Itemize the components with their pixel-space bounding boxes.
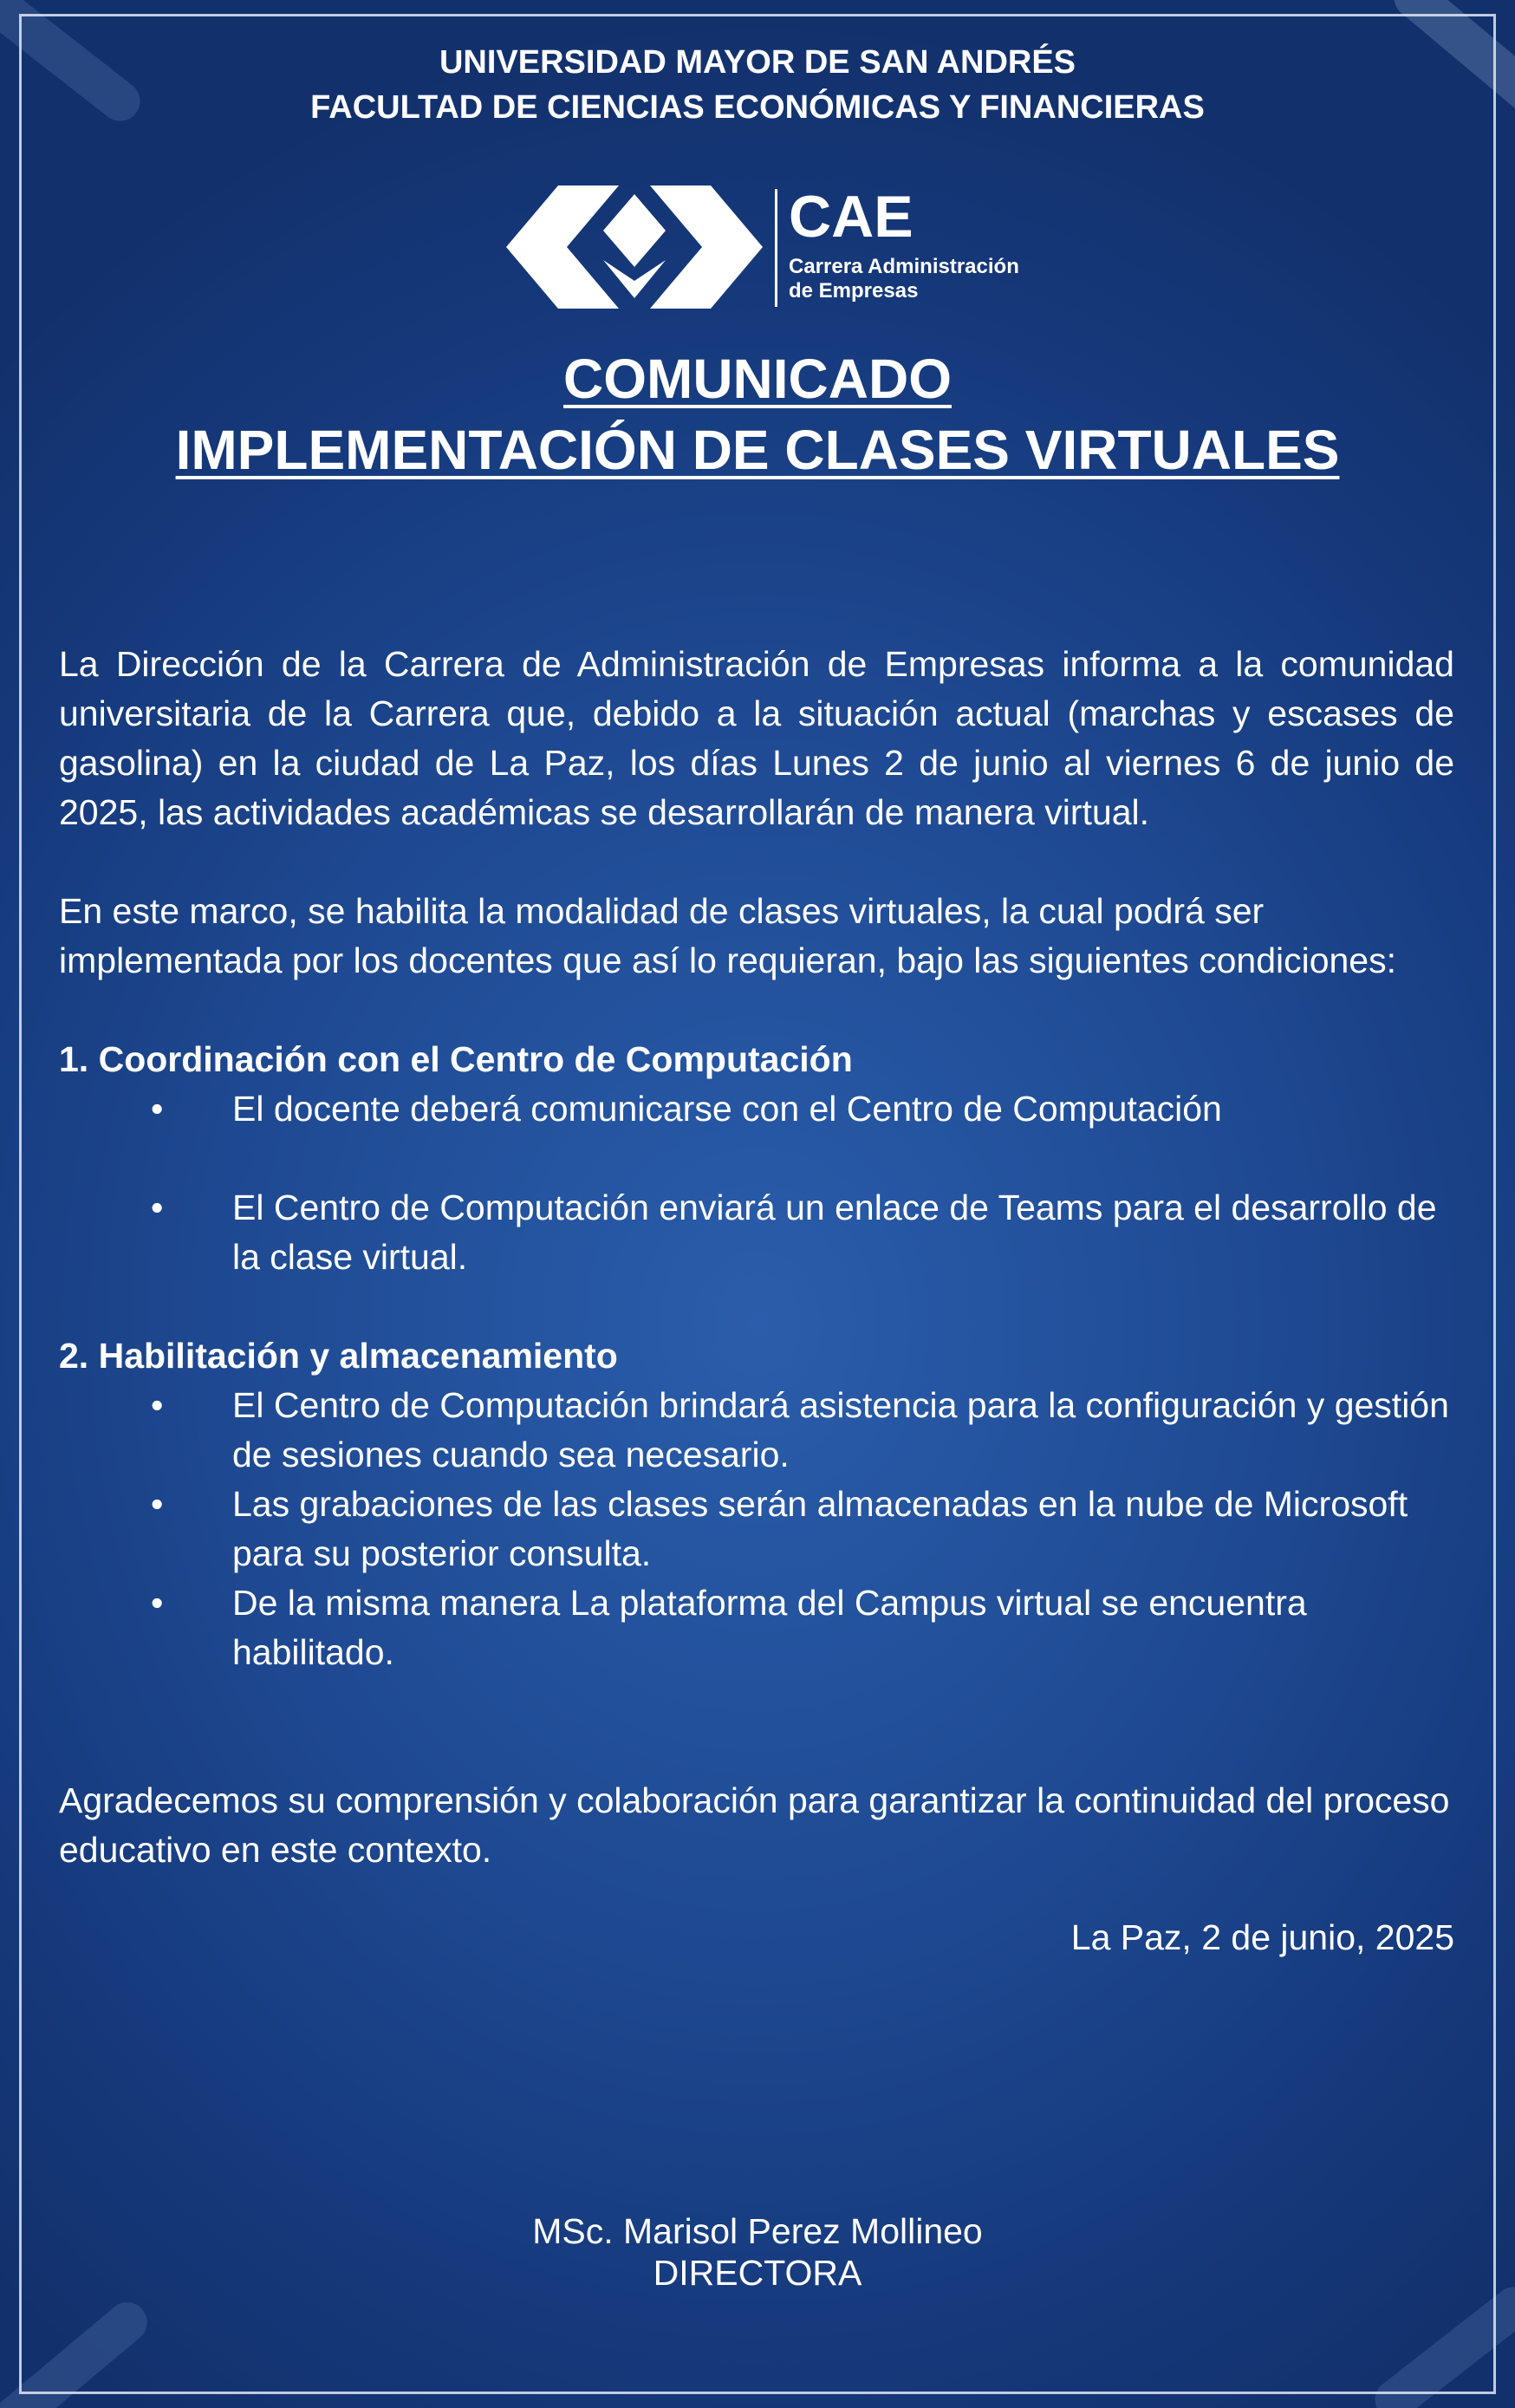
logo-subtitle-line1: Carrera Administración: [789, 255, 1019, 278]
bullet-icon: •: [151, 1188, 164, 1227]
list-item-text: El Centro de Computación brindará asistencia para la configuración y gestión de sesiones cuando sea necesario.: [232, 1385, 1449, 1474]
list-item: [59, 1084, 1454, 1134]
bullet-icon: •: [151, 1089, 164, 1129]
list-item: [59, 1578, 1454, 1677]
intro-paragraph: La Dirección de la Carrera de Administración de Empresas informa a la comunidad universitaria de la Carrera que, debido a la situación actual (marchas y escases de gasolina) en la ciudad de La Paz, los días Lunes 2 de junio al viernes 6 de junio de 2025, las actividades académicas se desarrollarán de manera virtual.: [59, 644, 1454, 832]
bullet-icon: •: [151, 1583, 164, 1623]
cae-logo: [506, 185, 1026, 316]
signature-block: [0, 2210, 1515, 2294]
date-line: La Paz, 2 de junio, 2025: [1070, 1917, 1454, 1957]
faculty-name: FACULTAD DE CIENCIAS ECONÓMICAS Y FINANCIERAS: [310, 89, 1205, 126]
list-item-text: De la misma manera La plataforma del Campus virtual se encuentra habilitado.: [232, 1583, 1307, 1672]
university-name: UNIVERSIDAD MAYOR DE SAN ANDRÉS: [439, 44, 1076, 81]
signatory-name: MSc. Marisol Perez Mollineo: [532, 2211, 983, 2251]
section-heading: 1. Coordinación con el Centro de Computación: [59, 1039, 853, 1079]
bullet-icon: •: [151, 1484, 164, 1524]
signatory-role: DIRECTORA: [653, 2253, 862, 2293]
framework-paragraph: En este marco, se habilita la modalidad de clases virtuales, la cual podrá ser implementada por los docentes que así lo requieran, bajo las siguientes condiciones:: [59, 891, 1397, 980]
communique-body: [59, 640, 1454, 1962]
logo-subtitle: [789, 255, 1019, 303]
list-item-text: Las grabaciones de las clases serán almacenadas en la nube de Microsoft para su posterior consulta.: [232, 1484, 1408, 1573]
list-item-text: El docente deberá comunicarse con el Centro de Computación: [232, 1089, 1222, 1129]
logo-divider: [775, 189, 777, 307]
list-item-text: El Centro de Computación enviará un enlace de Teams para el desarrollo de la clase virtual.: [232, 1188, 1437, 1277]
page-title: [0, 343, 1515, 485]
list-item: [59, 1381, 1454, 1480]
title-line2: IMPLEMENTACIÓN DE CLASES VIRTUALES: [175, 419, 1340, 481]
list-item: [59, 1183, 1454, 1282]
cae-logo-icon: [506, 185, 763, 309]
title-line1: COMUNICADO: [563, 348, 952, 410]
institution-header: [0, 40, 1515, 130]
bullet-icon: •: [151, 1385, 164, 1425]
list-item: [59, 1480, 1454, 1578]
thanks-paragraph: Agradecemos su comprensión y colaboración para garantizar la continuidad del proceso educativo en este contexto.: [59, 1780, 1450, 1870]
logo-acronym: CAE: [789, 184, 914, 250]
section-heading: 2. Habilitación y almacenamiento: [59, 1336, 618, 1376]
logo-subtitle-line2: de Empresas: [789, 279, 919, 303]
